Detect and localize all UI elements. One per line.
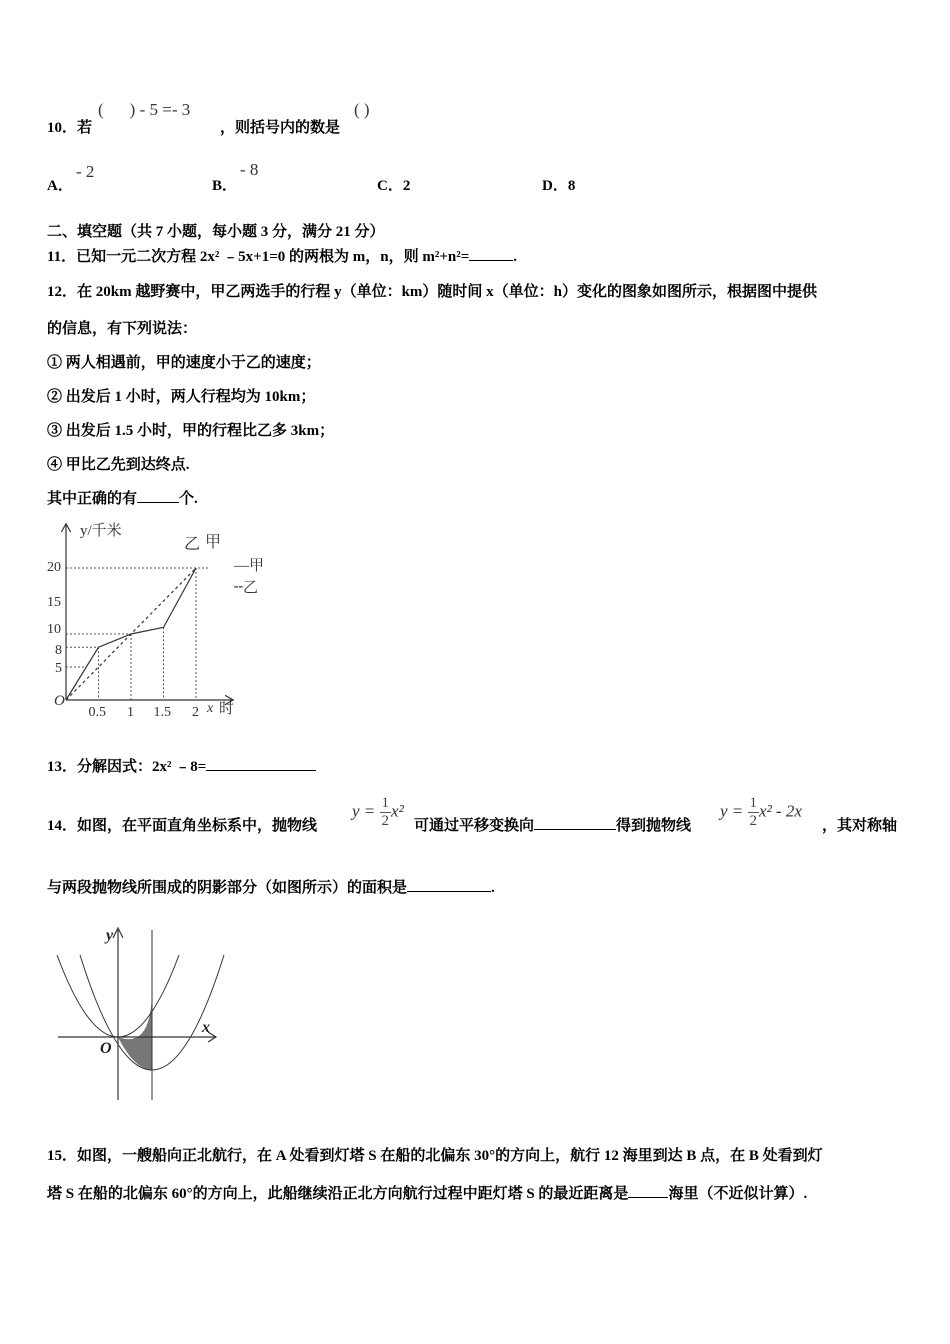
q15-line2-prefix: 塔 S 在船的北偏东 60°的方向上，此船继续沿正北方向航行过程中距灯塔 S 的最近距离是	[47, 1186, 629, 1202]
q14-middle	[414, 814, 691, 835]
q10-option-d	[542, 174, 575, 195]
legend-jia-mark: —	[234, 558, 249, 574]
q12-question-suffix: 个.	[179, 491, 198, 507]
y-tick-2: 10	[47, 622, 61, 637]
formula1-lhs: y =	[352, 801, 376, 821]
q12-text-line2: 的信息，有下列说法：	[47, 321, 198, 337]
q15-line2-suffix: 海里（不近似计算）.	[668, 1186, 808, 1202]
q15-line2	[47, 1182, 807, 1203]
legend-yi-mark: ╌	[234, 580, 244, 596]
q14-line2-tail: .	[491, 880, 495, 896]
x-var-label: x	[207, 701, 214, 716]
formula1-fraction	[380, 795, 392, 830]
x-label: x	[202, 1019, 210, 1036]
q10-answer-paren: ( )	[354, 100, 370, 119]
q10-option-b	[212, 174, 237, 195]
q14-line2-text: 与两段抛物线所围成的阴影部分（如图所示）的面积是	[47, 880, 408, 896]
curve-label-yi: 乙	[184, 536, 201, 553]
q13-stem: 13．分解因式：2x² ﹣8=	[47, 759, 207, 775]
q12-graph	[44, 515, 284, 720]
q14-direction-blank[interactable]	[534, 815, 616, 830]
formula1-num: 1	[381, 795, 390, 811]
q12-statement-2: ② 出发后 1 小时，两人行程均为 10km；	[47, 389, 316, 405]
x-axis-label: 时	[219, 701, 235, 717]
q11-tail: .	[513, 249, 518, 265]
option-c-value: 2	[402, 178, 411, 194]
q10-paren-close: )	[129, 100, 136, 119]
q14-prefix: 14．如图，在平面直角坐标系中，抛物线	[47, 818, 318, 834]
option-b-label: B．	[212, 178, 238, 194]
q13-text	[47, 755, 316, 776]
legend-jia-name: 甲	[249, 558, 265, 574]
q14-middle2-text: 得到抛物线	[616, 818, 692, 834]
section2-title: 二、填空题（共 7 小题，每小题 3 分，满分 21 分）	[47, 224, 385, 240]
legend-yi	[234, 580, 258, 596]
q10-suffix: ，则括号内的数是	[220, 120, 341, 136]
q11-answer-blank[interactable]	[469, 246, 513, 261]
q11-text	[47, 245, 517, 266]
q10-option-c	[377, 174, 410, 195]
option-b-value: - 8	[240, 160, 259, 179]
option-a-label: A．	[47, 178, 73, 194]
q15-answer-blank[interactable]	[628, 1183, 668, 1198]
q14-formula1	[352, 795, 404, 830]
q10-option-a	[47, 174, 73, 195]
legend-jia	[233, 557, 264, 574]
option-d-value: 8	[567, 178, 576, 194]
q12-answer-blank[interactable]	[137, 488, 179, 503]
x-tick-0: 0.5	[88, 705, 106, 720]
q10-expr-rest: - 5 =- 3	[139, 100, 191, 119]
x-tick-2: 1.5	[153, 705, 171, 720]
q12-statement-3: ③ 出发后 1.5 小时，甲的行程比乙多 3km；	[47, 423, 335, 439]
x-tick-1: 1	[127, 705, 134, 720]
origin-label: O	[100, 1040, 112, 1057]
q13-answer-blank[interactable]	[206, 756, 316, 771]
y-label: y	[106, 927, 114, 944]
q12-statement-1: ① 两人相遇前，甲的速度小于乙的速度；	[47, 355, 321, 371]
formula2-num: 1	[749, 795, 758, 811]
q12-statement-4: ④ 甲比乙先到达终点.	[47, 457, 190, 473]
x-tick-3: 2	[192, 705, 199, 720]
shaded-region	[118, 985, 152, 1070]
origin-label: O	[54, 693, 65, 709]
legend-yi-name: 乙	[243, 580, 259, 596]
formula2-lhs: y =	[720, 801, 744, 821]
option-c-label: C．	[377, 178, 403, 194]
q10-number: 10．若	[47, 120, 93, 136]
series-yi-line	[66, 568, 196, 700]
formula1-den: 2	[381, 813, 390, 829]
q11-stem: 11．已知一元二次方程 2x² ﹣5x+1=0 的两根为 m，n，则 m²+n²=	[47, 249, 470, 265]
y-tick-1: 15	[47, 595, 61, 610]
y-tick-0: 20	[47, 560, 61, 575]
q12-text-line1: 12．在 20km 越野赛中，甲乙两选手的行程 y（单位：km）随时间 x（单位：h）变化的图象如图所示，根据图中提供	[47, 284, 818, 300]
q10-expression	[98, 100, 190, 120]
q14-suffix: ，其对称轴	[822, 818, 898, 834]
option-d-label: D．	[542, 178, 568, 194]
curve-label-jia: 甲	[205, 534, 222, 551]
option-a-value: - 2	[76, 162, 95, 181]
y-axis-label: y/千米	[80, 523, 122, 539]
q14-formula2	[720, 795, 802, 830]
q10-paren-open: (	[98, 100, 104, 119]
y-tick-3: 8	[55, 643, 62, 659]
formula2-den: 2	[749, 813, 758, 829]
q10-stem	[47, 116, 92, 137]
y-tick-4: 5	[55, 661, 62, 676]
formula2-rhs: x² - 2x	[759, 801, 802, 821]
q15-line1: 15．如图，一艘船向正北航行，在 A 处看到灯塔 S 在船的北偏东 30°的方向上，航行 12 海里到达 B 点，在 B 处看到灯	[47, 1148, 823, 1164]
q14-line2	[47, 876, 495, 897]
q12-plot-area	[47, 525, 235, 720]
q14-graph	[50, 920, 230, 1105]
formula1-rhs: x²	[391, 801, 404, 821]
q12-question-prefix: 其中正确的有	[47, 491, 138, 507]
formula2-fraction	[748, 795, 760, 830]
q14-area-blank[interactable]	[407, 877, 491, 892]
q14-middle-text: 可通过平移变换向	[414, 818, 535, 834]
q12-question	[47, 487, 198, 508]
